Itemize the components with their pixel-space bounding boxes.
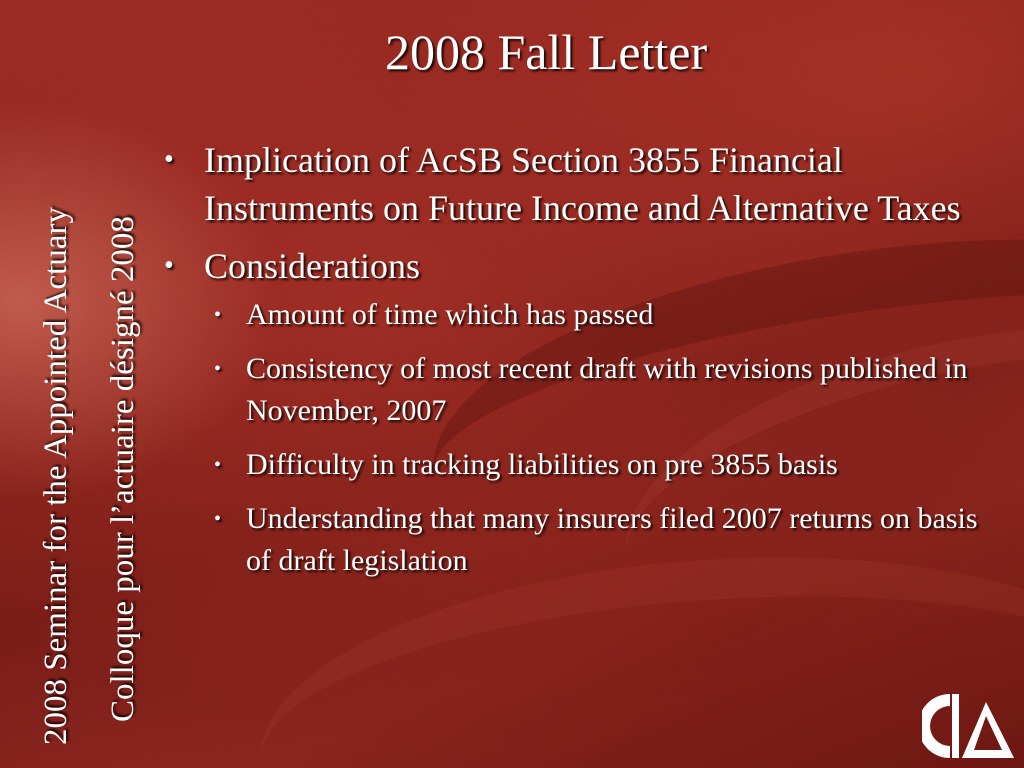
bullet-list [158,136,988,594]
sub-bullet-item [202,348,988,432]
bullet-dot-icon: • [164,144,174,175]
cia-logo-icon [922,690,1018,762]
bullet-text: Considerations [204,246,420,286]
bullet-dot-icon: • [214,358,222,380]
slide-title: 2008 Fall Letter [385,24,708,80]
side-text-english: 2008 Seminar for the Appointed Actuary [38,207,74,745]
sub-bullet-text: Amount of time which has passed [246,298,654,331]
side-text-french: Colloque pour l’actuaire désigné 2008 [105,216,141,722]
bullet-item [158,136,988,232]
bullet-text: Implication of AcSB Section 3855 Financial Instruments on Future Income and Alternative Taxes [204,140,961,228]
sub-bullet-item [202,444,988,486]
bullet-dot-icon: • [214,304,222,326]
bullet-dot-icon: • [164,250,174,281]
sub-bullet-item [202,294,988,336]
bullet-item [158,242,988,582]
bullet-dot-icon: • [214,454,222,476]
sub-bullet-list [204,294,988,582]
sub-bullet-text: Understanding that many insurers filed 2007 returns on basis of draft legislation [246,502,978,577]
sub-bullet-text: Consistency of most recent draft with revisions published in November, 2007 [246,352,968,427]
bullet-dot-icon: • [214,508,222,530]
sub-bullet-text: Difficulty in tracking liabilities on pre 3855 basis [246,448,838,481]
sub-bullet-item [202,498,988,582]
